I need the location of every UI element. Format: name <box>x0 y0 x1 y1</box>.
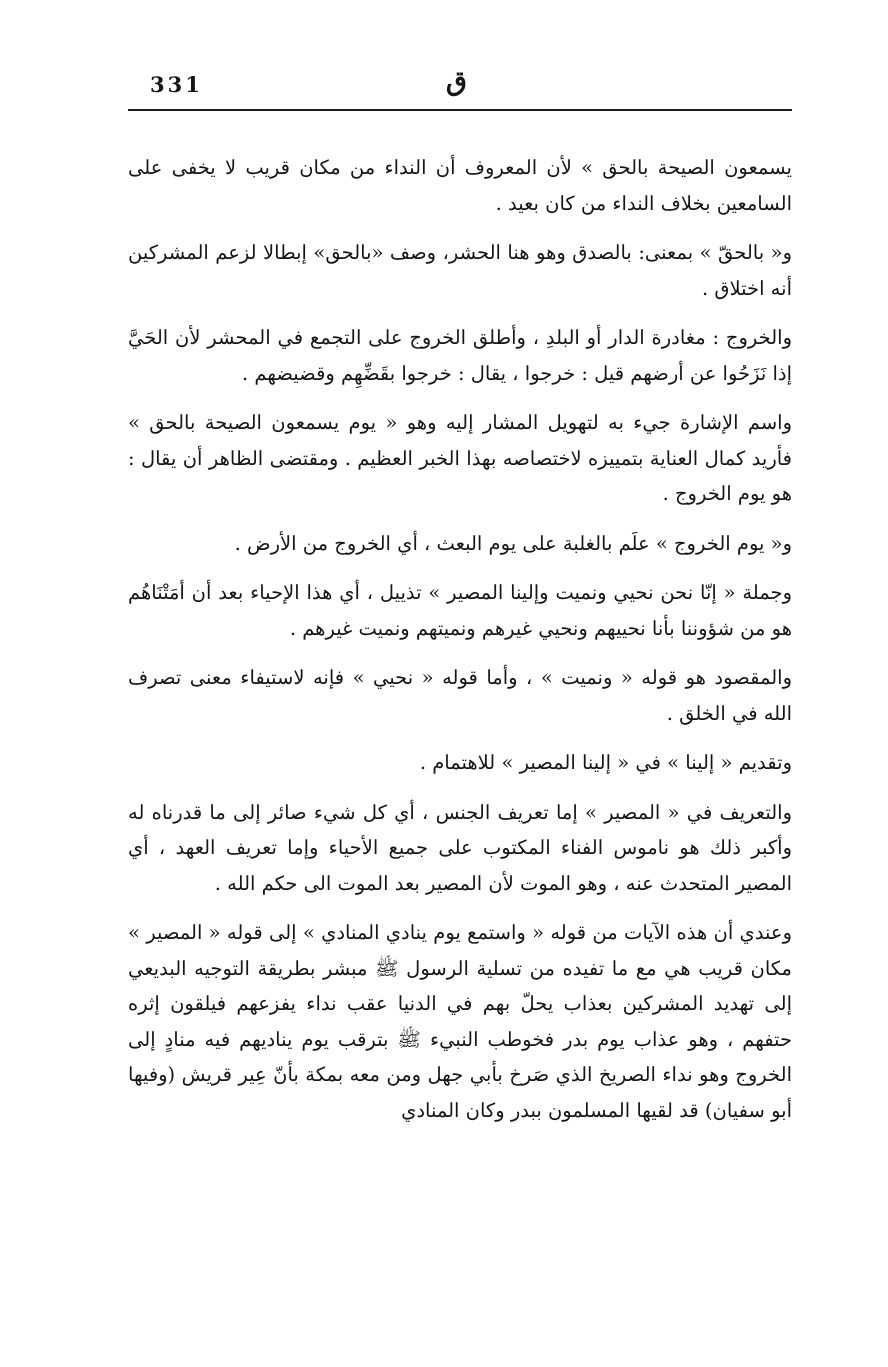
running-title: ق <box>446 66 467 97</box>
paragraph: وجملة « إنّا نحن نحيي ونميت وإلينا المصير » تذييل ، أي هذا الإحياء بعد أن أمَتْنَاهُم هو من شؤوننا بأنا نحييهم ونحيي غيرهم ونميتهم ونميت غيرهم . <box>128 581 792 640</box>
paragraph: والتعريف في « المصير » إما تعريف الجنس ، أي كل شيء صائر إلى ما قدرناه له وأكبر ذلك هو ناموس الفناء المكتوب على جميع الأحياء وإما تعريف العهد ، أي المصير المتحدث عنه ، وهو الموت لأن المصير بعد الموت الى حكم الله . <box>128 800 792 895</box>
header-rule <box>128 109 792 111</box>
page-header <box>128 66 792 106</box>
paragraph: والمقصود هو قوله « ونميت » ، وأما قوله « نحيي » فإنه لاستيفاء معنى تصرف الله في الخلق . <box>128 666 792 725</box>
paragraph: واسم الإشارة جيء به لتهويل المشار إليه وهو « يوم يسمعون الصيحة بالحق » فأريد كمال العناية بتمييزه لاختصاصه بهذا الخبر العظيم . ومقتضى الظاهر أن يقال : هو يوم الخروج . <box>128 411 792 505</box>
paragraph: وعندي أن هذه الآيات من قوله « واستمع يوم ينادي المنادي » إلى قوله « المصير » مكان قريب هي مع ما تفيده من تسلية الرسول ﷺ مبشر بطريقة التوجيه البديعي إلى تهديد المشركين بعذاب يحلّ بهم في الدنيا عقب نداء يفزعهم فيلقون إثره حتفهم ، وهو عذاب يوم بدر فخوطب النبيء ﷺ بترقب يوم يناديهم فيه منادٍ إلى الخروج وهو نداء الصريخ الذي صَرخ بأبي جهل ومن معه بمكة بأنّ عِير قريش (وفيها أبو سفيان) قد لقيها المسلمون ببدر وكان المنادي <box>128 921 792 1122</box>
paragraph: وتقديم « إلينا » في « إلينا المصير » للاهتمام . <box>419 751 792 774</box>
paragraph: و« يوم الخروج » علَم بالغلبة على يوم البعث ، أي الخروج من الأرض . <box>234 531 792 555</box>
paragraph: و« بالحقّ » بمعنى: بالصدق وهو هنا الحشر، وصف «بالحق» إبطالا لزعم المشركين أنه اختلاق . <box>128 241 792 300</box>
body-text <box>128 150 792 1138</box>
paragraph: يسمعون الصيحة بالحق » لأن المعروف أن النداء من مكان قريب لا يخفى على السامعين بخلاف النداء من كان بعيد . <box>128 156 792 215</box>
paragraph: والخروج : مغادرة الدار أو البلدِ ، وأطلق الخروج على التجمع في المحشر لأن الحَيَّ إذا نَزَحُوا عن أرضهم قيل : خرجوا ، يقال : خرجوا بقَضِّهِم وقضيضهم . <box>128 326 792 385</box>
page-number: 331 <box>150 72 203 97</box>
